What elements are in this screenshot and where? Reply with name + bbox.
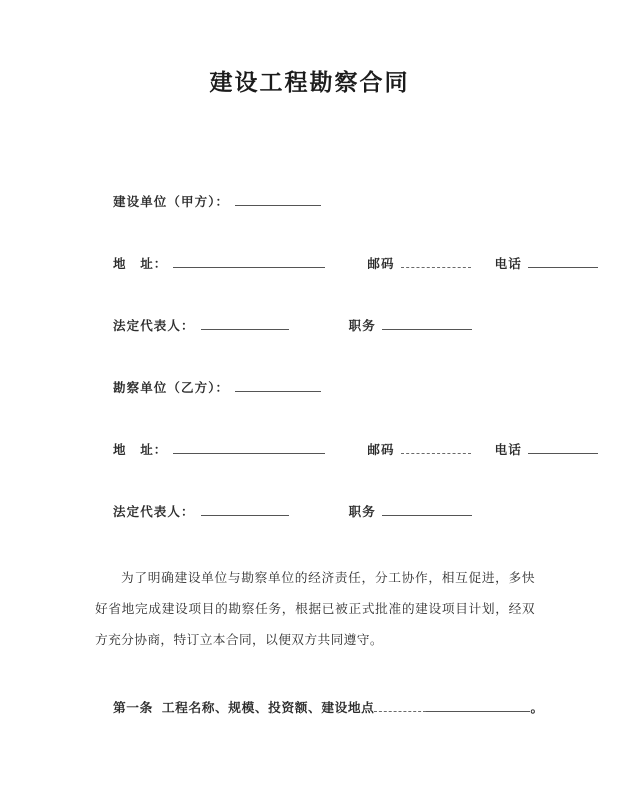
party-a-duty-input[interactable] — [382, 317, 472, 330]
party-a-phone-input[interactable] — [528, 255, 598, 268]
party-a-legal-rep-input[interactable] — [201, 317, 289, 330]
clause-one-number: 第一条 — [113, 700, 153, 715]
party-b-address-input[interactable] — [173, 441, 325, 454]
party-a-address-label: 地 址： — [113, 256, 168, 271]
party-a-zip-input[interactable] — [401, 255, 471, 268]
party-a-name-row — [113, 192, 321, 212]
party-b-address-row — [113, 440, 598, 460]
party-a-address-input[interactable] — [173, 255, 325, 268]
party-b-phone-label: 电话 — [494, 442, 522, 457]
party-b-legal-rep-input[interactable] — [201, 503, 289, 516]
party-b-name-input[interactable] — [235, 379, 321, 392]
party-b-duty-input[interactable] — [382, 503, 472, 516]
party-b-address-label: 地 址： — [113, 442, 168, 457]
party-a-phone-label: 电话 — [494, 256, 522, 271]
party-b-duty-label: 职务 — [348, 504, 376, 519]
preamble-paragraph: 为了明确建设单位与勘察单位的经济责任，分工协作，相互促进，多快好省地完成建设项目的勘察任务，根据已被正式批准的建设项目计划，经双方充分协商，特订立本合同，以便双方共同遵守。 — [95, 570, 535, 647]
party-a-legal-rep-row — [113, 316, 472, 336]
party-a-zip-label: 邮码 — [367, 256, 395, 271]
page-title: 建设工程勘察合同 — [209, 69, 410, 96]
clause-one-row — [113, 697, 544, 716]
party-a-name-label: 建设单位（甲方）： — [113, 194, 230, 209]
clause-one-text: 工程名称、规模、投资额、建设地点 — [161, 700, 375, 715]
party-b-name-label: 勘察单位（乙方）： — [113, 380, 230, 395]
clause-one-location-input-dashed[interactable] — [374, 699, 426, 712]
party-a-duty-label: 职务 — [348, 318, 376, 333]
clause-one-location-input-solid[interactable] — [426, 699, 530, 712]
party-b-zip-input[interactable] — [401, 441, 471, 454]
party-b-legal-rep-row — [113, 502, 472, 522]
party-b-zip-label: 邮码 — [367, 442, 395, 457]
party-a-name-input[interactable] — [235, 193, 321, 206]
party-a-address-row — [113, 254, 598, 274]
clause-one-terminator: 。 — [530, 700, 544, 715]
party-a-legal-rep-label: 法定代表人： — [113, 318, 195, 333]
party-b-name-row — [113, 378, 321, 398]
party-b-phone-input[interactable] — [528, 441, 598, 454]
party-b-legal-rep-label: 法定代表人： — [113, 504, 195, 519]
